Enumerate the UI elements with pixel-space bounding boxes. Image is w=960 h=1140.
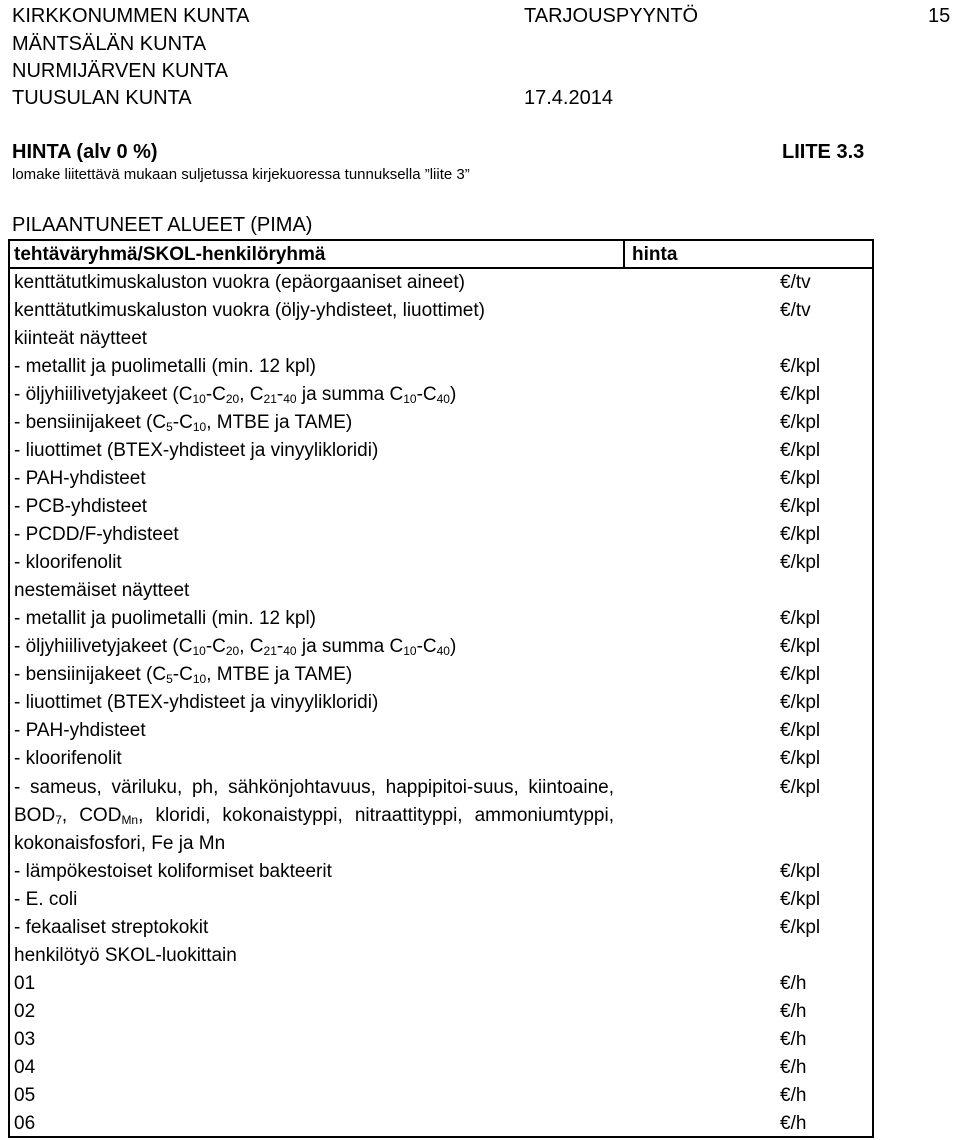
row-water-parameters: - sameus, väriluku, ph, sähkönjohtavuus, happipitoi-suus, kiintoaine, $BOD_7$, $COD_{Mn}$, kloridi, kokonaistyppi, nitraattityppi, ammoniumtyppi, kokonaisfosfori, Fe ja Mn <box>14 777 614 854</box>
municipality-kirkkonummi: KIRKKONUMMEN KUNTA <box>12 5 250 27</box>
row-liquid-oil-fractions: - öljyhiilivetyjakeet ($C_{10}-C_{20}$, $C_{21}-_{40}$ ja summa $C_{10}-C_{40}$) <box>14 636 457 658</box>
row-solid-oil-fractions: - öljyhiilivetyjakeet ($C_{10}-C_{20}$, $C_{21}-_{40}$ ja summa $C_{10}-C_{40}$) <box>14 384 457 406</box>
unit-kpl: €/kpl <box>780 552 821 573</box>
unit-kpl: €/kpl <box>780 384 821 405</box>
row-solid-pah: - PAH-yhdisteet <box>14 468 146 489</box>
page-number: 15 <box>928 5 951 27</box>
instruction-text: lomake liitettävä mukaan suljetussa kirjekuoressa tunnuksella ”liite 3” <box>12 166 470 183</box>
unit-kpl: €/kpl <box>780 692 821 713</box>
row-equipment-oil: kenttätutkimuskaluston vuokra (öljy-yhdisteet, liuottimet) <box>14 300 485 321</box>
column-header-price: hinta <box>632 244 678 265</box>
row-solid-pcdd: - PCDD/F-yhdisteet <box>14 524 179 545</box>
row-solid-pcb: - PCB-yhdisteet <box>14 496 148 517</box>
unit-hour: €/h <box>780 1113 807 1134</box>
unit-kpl: €/kpl <box>780 720 821 741</box>
municipality-mantsala: MÄNTSÄLÄN KUNTA <box>12 33 207 55</box>
unit-kpl: €/kpl <box>780 524 821 545</box>
unit-tv: €/tv <box>780 300 811 321</box>
unit-kpl: €/kpl <box>780 440 821 461</box>
document-type: TARJOUSPYYNTÖ <box>524 5 699 27</box>
row-staff-heading: henkilötyö SKOL-luokittain <box>14 945 237 966</box>
section-title: PILAANTUNEET ALUEET (PIMA) <box>12 214 313 236</box>
unit-kpl: €/kpl <box>780 917 821 938</box>
row-solid-metals: - metallit ja puolimetalli (min. 12 kpl) <box>14 356 316 377</box>
unit-kpl: €/kpl <box>780 496 821 517</box>
price-table <box>8 239 874 1138</box>
row-staff-02: 02 <box>14 1001 36 1022</box>
row-e-coli: - E. coli <box>14 889 78 910</box>
unit-hour: €/h <box>780 1029 807 1050</box>
row-liquid-gasoline: - bensiinijakeet ($C_5-C_{10}$, MTBE ja TAME) <box>14 664 353 686</box>
row-liquid-metals: - metallit ja puolimetalli (min. 12 kpl) <box>14 608 316 629</box>
row-staff-04: 04 <box>14 1057 36 1078</box>
row-staff-01: 01 <box>14 973 36 994</box>
unit-kpl: €/kpl <box>780 412 821 433</box>
unit-kpl: €/kpl <box>780 889 821 910</box>
municipality-tuusula: TUUSULAN KUNTA <box>12 87 192 109</box>
row-solid-chlorophenols: - kloorifenolit <box>14 552 122 573</box>
row-staff-05: 05 <box>14 1085 36 1106</box>
row-solid-gasoline: - bensiinijakeet ($C_5-C_{10}$, MTBE ja TAME) <box>14 412 353 434</box>
unit-kpl: €/kpl <box>780 664 821 685</box>
unit-hour: €/h <box>780 1085 807 1106</box>
price-title: HINTA (alv 0 %) <box>12 141 158 163</box>
document-date: 17.4.2014 <box>524 87 613 109</box>
unit-kpl: €/kpl <box>780 356 821 377</box>
unit-hour: €/h <box>780 973 807 994</box>
column-header-task: tehtäväryhmä/SKOL-henkilöryhmä <box>14 244 326 265</box>
row-liquid-samples-heading: nestemäiset näytteet <box>14 580 190 601</box>
unit-kpl: €/kpl <box>780 748 821 769</box>
column-divider <box>623 241 625 269</box>
row-staff-06: 06 <box>14 1113 36 1134</box>
unit-kpl: €/kpl <box>780 636 821 657</box>
unit-kpl: €/kpl <box>780 608 821 629</box>
unit-hour: €/h <box>780 1057 807 1078</box>
unit-tv: €/tv <box>780 272 811 293</box>
row-solid-samples-heading: kiinteät näytteet <box>14 328 148 349</box>
unit-kpl: €/kpl <box>780 777 821 798</box>
unit-kpl: €/kpl <box>780 861 821 882</box>
row-streptococci: - fekaaliset streptokokit <box>14 917 209 938</box>
row-liquid-chlorophenols: - kloorifenolit <box>14 748 122 769</box>
row-coliform-bacteria: - lämpökestoiset koliformiset bakteerit <box>14 861 332 882</box>
row-solid-solvents: - liuottimet (BTEX-yhdisteet ja vinyylikloridi) <box>14 440 379 461</box>
row-equipment-inorganic: kenttätutkimuskaluston vuokra (epäorgaaniset aineet) <box>14 272 465 293</box>
row-liquid-solvents: - liuottimet (BTEX-yhdisteet ja vinyylikloridi) <box>14 692 379 713</box>
row-liquid-pah: - PAH-yhdisteet <box>14 720 146 741</box>
unit-kpl: €/kpl <box>780 468 821 489</box>
unit-hour: €/h <box>780 1001 807 1022</box>
row-staff-03: 03 <box>14 1029 36 1050</box>
appendix-label: LIITE 3.3 <box>782 141 865 163</box>
municipality-nurmijarvi: NURMIJÄRVEN KUNTA <box>12 60 228 82</box>
